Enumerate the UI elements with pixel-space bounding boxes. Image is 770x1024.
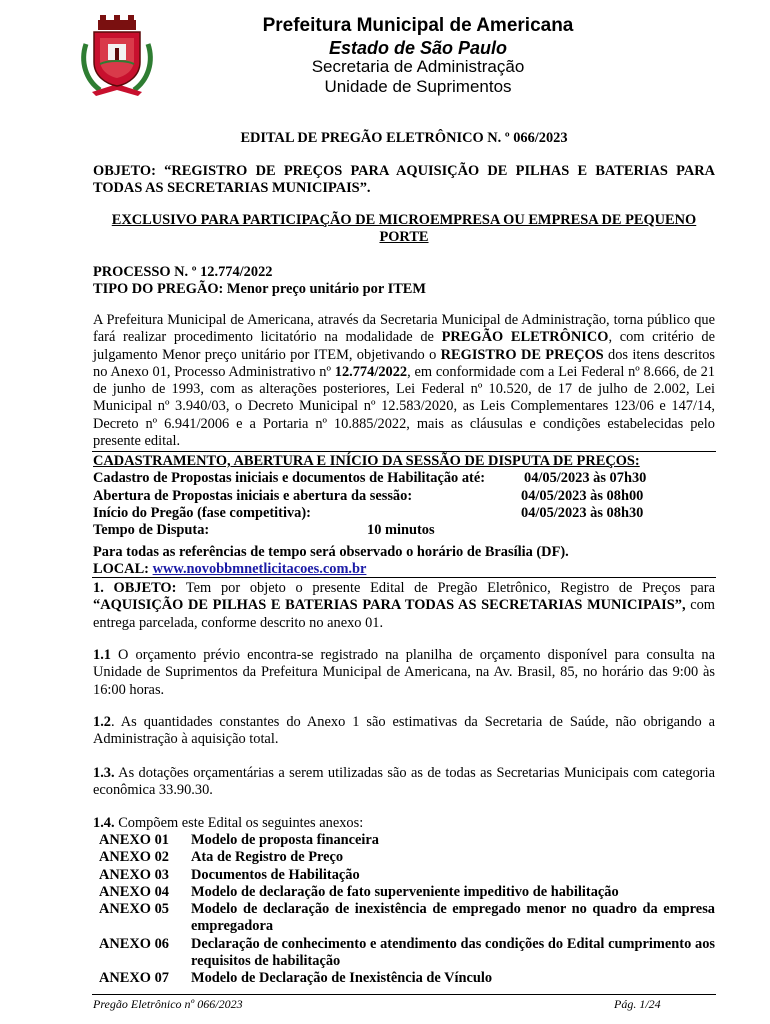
processo-block	[93, 264, 715, 299]
intro-text: dos itens descritos no Anexo 01, Processo Administrativo nº	[93, 346, 715, 380]
schedule-row	[93, 470, 715, 487]
annex-code: ANEXO 01	[99, 832, 169, 848]
tipo-pregao-value: : Menor preço unitário por ITEM	[218, 281, 426, 298]
section-number: 1.3.	[93, 765, 115, 781]
section-1-1	[93, 647, 715, 699]
section-1-objeto	[93, 580, 715, 632]
schedule-value: 04/05/2023 às 08h30	[521, 504, 644, 521]
header-unidade: Unidade de Suprimentos	[324, 77, 512, 96]
annex-description: Documentos de Habilitação	[191, 866, 360, 883]
annex-item	[93, 884, 715, 901]
schedule-value: 04/05/2023 às 08h00	[521, 487, 644, 504]
section-1-bold: “AQUISIÇÃO DE PILHAS E BATERIAS PARA TODAS AS SECRETARIAS MUNICIPAIS”,	[93, 597, 686, 614]
schedule-label: Tempo de Disputa:	[93, 522, 210, 539]
intro-bold-registro: REGISTRO DE PREÇOS	[440, 346, 604, 363]
annex-item	[93, 901, 715, 936]
section-text: As dotações orçamentárias a serem utilizadas são as de todas as Secretarias Municipais com categoria econômica 33.90.30.	[93, 765, 715, 799]
schedule-label: Abertura de Propostas iniciais e abertura da sessão:	[93, 487, 413, 504]
header-estado: Estado de São Paulo	[328, 38, 508, 58]
annex-item	[93, 936, 715, 971]
annex-list	[93, 832, 715, 988]
timezone-block	[93, 544, 715, 579]
tipo-pregao	[93, 281, 715, 298]
section-1-text: Tem por objeto o presente Edital de Pregão Eletrônico, Registro de Preços para	[176, 580, 715, 596]
section-1-2	[93, 714, 715, 749]
header-prefeitura: Prefeitura Municipal de Americana	[262, 15, 574, 36]
annex-description: Declaração de conhecimento e atendimento das condições do Edital cumprimento aos requisitos de habilitação	[191, 935, 715, 970]
exclusivo-notice: EXCLUSIVO PARA PARTICIPAÇÃO DE MICROEMPRESA OU EMPRESA DE PEQUENO PORTE	[111, 212, 697, 246]
coat-of-arms-logo	[78, 14, 156, 98]
annex-description: Modelo de declaração de inexistência de empregado menor no quadro da empresa empregadora	[191, 901, 715, 935]
annex-code: ANEXO 06	[99, 935, 169, 952]
objeto-statement: OBJETO: “REGISTRO DE PREÇOS PARA AQUISIÇÃO DE PILHAS E BATERIAS PARA TODAS AS SECRETARIAS MUNICIPAIS”.	[93, 163, 715, 197]
footer-page-number: Pág. 1/24	[614, 997, 661, 1011]
annex-item	[93, 832, 715, 849]
annex-item	[93, 867, 715, 884]
intro-bold-processo: 12.774/2022	[334, 363, 408, 380]
brasilia-note: Para todas as referências de tempo será observado o horário de Brasília (DF).	[93, 544, 569, 560]
intro-text: , com critério de julgamento Menor preço unitário por ITEM, objetivando o	[93, 329, 715, 363]
schedule-block	[93, 453, 715, 539]
section-number: 1.2	[93, 714, 111, 730]
annex-code: ANEXO 05	[99, 901, 169, 918]
intro-text: A Prefeitura Municipal de Americana, através da Secretaria Municipal de Administração, torna público que fará realizar procedimento licitatório na modalidade de	[93, 312, 715, 346]
annex-item	[93, 970, 715, 987]
divider	[92, 577, 716, 578]
schedule-label: Cadastro de Propostas iniciais e documentos de Habilitação até:	[93, 470, 486, 487]
intro-paragraph	[93, 312, 715, 450]
annex-description: Modelo de declaração de fato superveniente impeditivo de habilitação	[191, 883, 619, 900]
local-label: LOCAL:	[93, 561, 153, 578]
header-secretaria: Secretaria de Administração	[311, 57, 525, 76]
schedule-row	[93, 488, 715, 505]
annex-item	[93, 849, 715, 866]
annex-code: ANEXO 07	[99, 970, 169, 987]
footer-divider	[92, 994, 716, 995]
local-line	[93, 561, 715, 578]
section-text: Compõem este Edital os seguintes anexos:	[114, 815, 364, 831]
schedule-value: 10 minutos	[367, 522, 435, 539]
annex-description: Ata de Registro de Preço	[191, 849, 344, 866]
local-link[interactable]: www.novobbmnetlicitacoes.com.br	[152, 561, 367, 578]
schedule-label: Início do Pregão (fase competitiva):	[93, 504, 311, 521]
schedule-heading: CADASTRAMENTO, ABERTURA E INÍCIO DA SESSÃO DE DISPUTA DE PREÇOS:	[93, 453, 640, 469]
section-text: . As quantidades constantes do Anexo 1 são estimativas da Secretaria de Saúde, não obrigando a Administração à aquisição total.	[93, 714, 715, 748]
section-1-3	[93, 765, 715, 800]
schedule-row	[93, 505, 715, 522]
section-1-4	[93, 815, 715, 832]
footer-document-id: Pregão Eletrônico nº 066/2023	[93, 997, 243, 1011]
tipo-pregao-label: TIPO DO PREGÃO	[93, 281, 219, 298]
annex-description: Modelo de Declaração de Inexistência de Vínculo	[191, 970, 493, 987]
annex-code: ANEXO 02	[99, 849, 169, 866]
edital-title: EDITAL DE PREGÃO ELETRÔNICO N. º 066/2023	[240, 130, 568, 146]
schedule-value: 04/05/2023 às 07h30	[524, 470, 647, 487]
schedule-row	[93, 522, 715, 539]
section-1-number: 1. OBJETO:	[93, 580, 177, 596]
section-number: 1.1	[93, 647, 111, 663]
section-text: O orçamento prévio encontra-se registrado na planilha de orçamento disponível para consulta na Unidade de Suprimentos da Prefeitura Municipal de Americana, na Av. Brasil, 85, no horário das 9:00 às 16:00 horas.	[93, 647, 715, 698]
intro-text: , em conformidade com a Lei Federal nº 8.666, de 21 de junho de 1993, com as alterações posteriores, Lei Federal nº 10.520, de 17 de julho de 2.002, Lei Municipal nº 3.940/03, o Decreto Municipal nº 12.583/2020, as Leis Complementares 123/06 e 147/14, Decreto nº 6.941/2006 e a Portaria nº 10.885/2022, mais as cláusulas e condições estabelecidas pelo presente edital.	[93, 363, 716, 450]
section-1-text: com entrega parcelada, conforme descrito no anexo 01.	[93, 597, 716, 631]
intro-bold-modalidade: PREGÃO ELETRÔNICO	[441, 329, 609, 346]
annex-code: ANEXO 03	[99, 866, 169, 883]
annex-description: Modelo de proposta financeira	[191, 832, 380, 848]
section-number: 1.4.	[93, 815, 115, 831]
processo-number: PROCESSO N. º 12.774/2022	[93, 264, 273, 280]
divider	[92, 451, 716, 452]
annex-code: ANEXO 04	[99, 883, 169, 900]
